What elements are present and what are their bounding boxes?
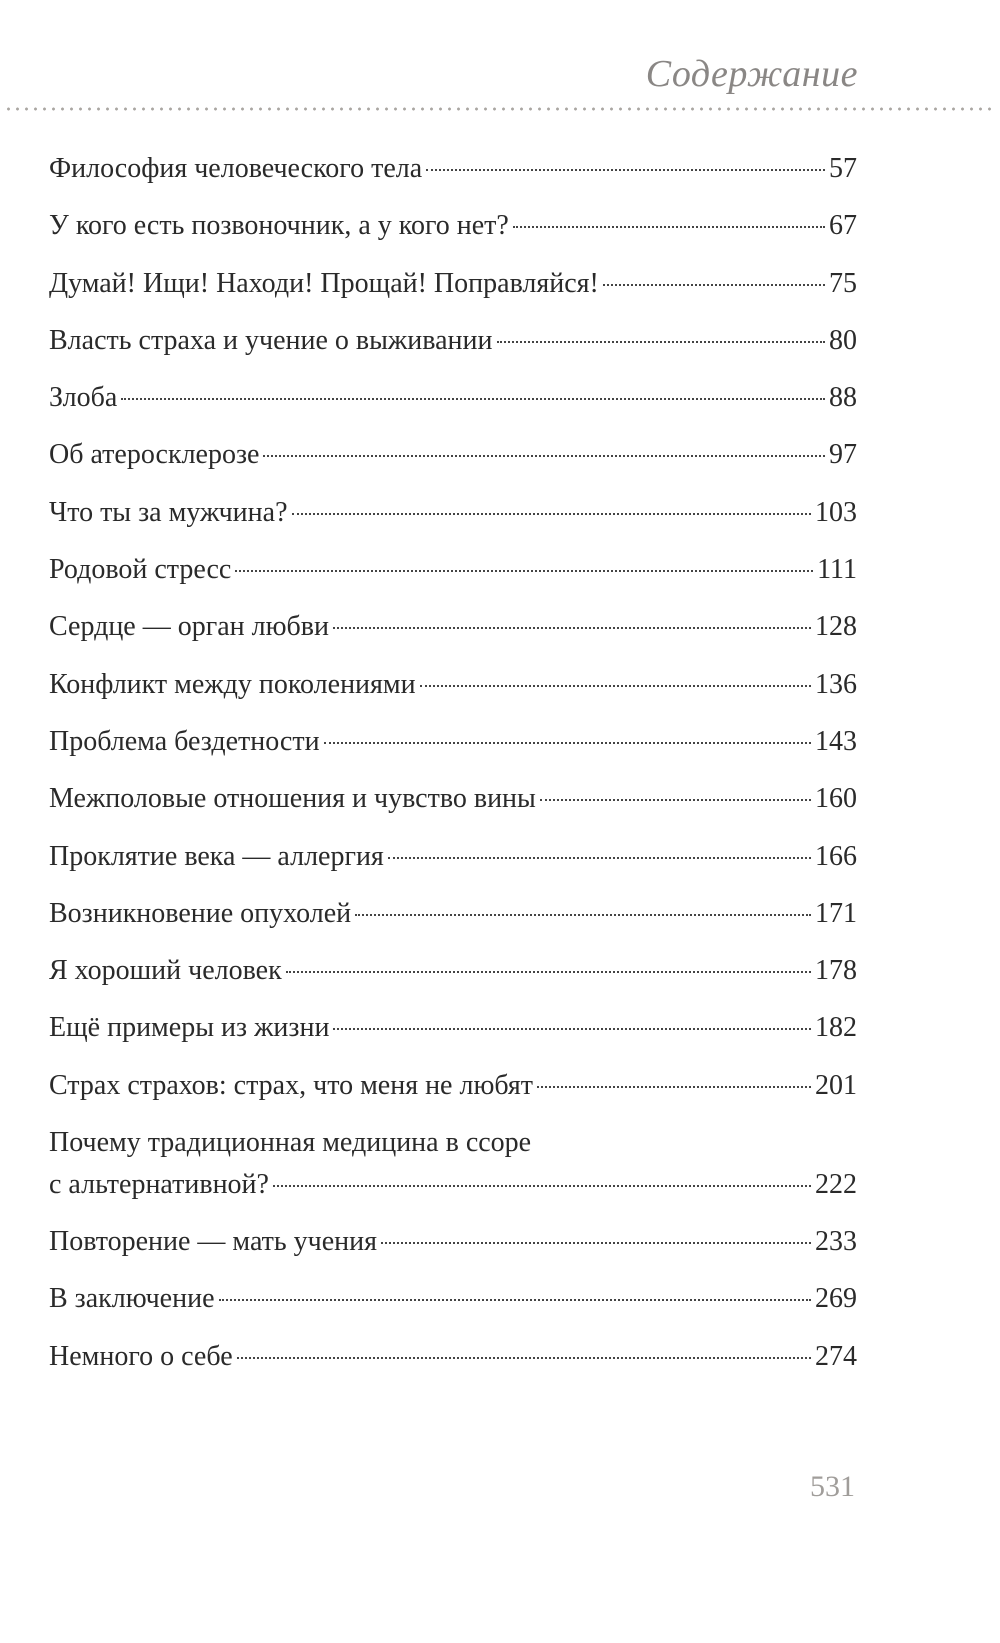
toc-entry	[49, 263, 857, 320]
toc-entry	[49, 950, 857, 1007]
dot-leader	[263, 455, 825, 457]
toc-entry-title: Конфликт между поколениями	[49, 668, 416, 700]
toc-entry	[49, 893, 857, 950]
toc-entry-title: Ещё примеры из жизни	[49, 1012, 330, 1044]
dot-leader	[420, 685, 811, 687]
toc-entry-title: с альтернативной?	[49, 1169, 269, 1201]
dot-leader	[121, 398, 825, 400]
toc-entry-page: 222	[815, 1169, 857, 1201]
toc-entry-title: Что ты за мужчина?	[49, 496, 288, 528]
toc-entry-page: 143	[815, 725, 857, 757]
toc-entry-page: 111	[817, 554, 857, 586]
toc-entry-page: 269	[815, 1283, 857, 1315]
toc-entry	[49, 1336, 857, 1393]
toc-entry-page: 57	[829, 153, 857, 184]
toc-entry	[49, 1122, 857, 1206]
toc-entry	[49, 778, 857, 835]
toc-entry-page: 88	[829, 382, 857, 414]
toc-entry-title: Родовой стресс	[49, 554, 232, 586]
toc-entry-title: Об атеросклерозе	[49, 439, 260, 471]
toc-entry-title: Почему традиционная медицина в ссоре	[49, 1127, 532, 1159]
toc-entry-title: Власть страха и учение о выживании	[49, 324, 493, 356]
dot-leader	[497, 341, 826, 343]
toc-entry-page: 128	[815, 611, 857, 643]
dot-leader	[603, 284, 825, 286]
dot-leader	[235, 570, 813, 572]
toc-entry-title: Думай! Ищи! Находи! Прощай! Поправляйся!	[49, 267, 599, 299]
running-header-title: Содержание	[645, 53, 858, 95]
dot-leader	[537, 1086, 811, 1088]
toc-entry-title: Сердце — орган любви	[49, 611, 329, 643]
dot-leader	[324, 742, 811, 744]
dot-leader	[355, 914, 811, 916]
toc-entry-page: 171	[815, 897, 857, 929]
toc-entry-page: 75	[829, 267, 857, 299]
dot-leader	[513, 226, 825, 228]
toc-entry-title: Проблема бездетности	[49, 725, 320, 757]
toc-entry	[49, 664, 857, 721]
toc-entry	[49, 377, 857, 434]
toc-entry	[49, 721, 857, 778]
toc-entry-page: 97	[829, 439, 857, 471]
toc-entry	[49, 492, 857, 549]
toc-entry	[49, 1278, 857, 1335]
toc-entry-title: У кого есть позвоночник, а у кого нет?	[49, 210, 509, 242]
dot-leader	[292, 513, 811, 515]
toc-entry	[49, 549, 857, 606]
dot-leader	[333, 627, 811, 629]
toc-entry-title: Злоба	[49, 382, 118, 414]
toc-entry	[49, 205, 857, 262]
toc-entry-page: 182	[815, 1012, 857, 1044]
toc-entry-page: 178	[815, 955, 857, 987]
toc-entry-page: 80	[829, 324, 857, 356]
toc-entry-title: Проклятие века — аллергия	[49, 840, 384, 872]
toc-entry	[49, 434, 857, 491]
toc-entry-page: 103	[815, 496, 857, 528]
toc-entry-page: 136	[815, 668, 857, 700]
toc-entry-page: 160	[815, 783, 857, 815]
dot-leader	[286, 971, 811, 973]
toc-entry	[49, 1007, 857, 1064]
toc-entry	[49, 1065, 857, 1122]
toc-entry-title: Повторение — мать учения	[49, 1226, 378, 1258]
toc-entry	[49, 1221, 857, 1278]
dot-leader	[333, 1028, 811, 1030]
toc-entry	[49, 606, 857, 663]
table-of-contents	[49, 148, 857, 1393]
header-dotted-rule	[4, 107, 992, 111]
toc-entry-page: 166	[815, 840, 857, 872]
toc-entry	[49, 148, 857, 205]
dot-leader	[237, 1357, 811, 1359]
dot-leader	[273, 1185, 811, 1187]
toc-entry	[49, 836, 857, 893]
toc-entry-title: Страх страхов: страх, что меня не любят	[49, 1069, 534, 1101]
toc-entry-line	[49, 1164, 857, 1206]
toc-entry-page: 201	[815, 1069, 857, 1101]
toc-entry-title: В заключение	[49, 1283, 215, 1315]
toc-entry-page: 67	[829, 210, 857, 242]
page-number: 531	[810, 1470, 855, 1503]
dot-leader	[219, 1299, 812, 1301]
dot-leader	[388, 857, 811, 859]
dot-leader	[426, 169, 825, 171]
toc-entry-page: 274	[815, 1340, 857, 1372]
toc-entry-page: 233	[815, 1226, 857, 1258]
toc-entry-title: Философия человеческого тела	[49, 153, 423, 184]
dot-leader	[381, 1242, 811, 1244]
toc-entry	[49, 320, 857, 377]
toc-entry-title: Я хороший человек	[49, 955, 282, 987]
toc-entry-title: Возникновение опухолей	[49, 897, 352, 929]
toc-entry-title: Немного о себе	[49, 1340, 233, 1372]
toc-entry-title: Межполовые отношения и чувство вины	[49, 783, 536, 815]
dot-leader	[540, 799, 811, 801]
